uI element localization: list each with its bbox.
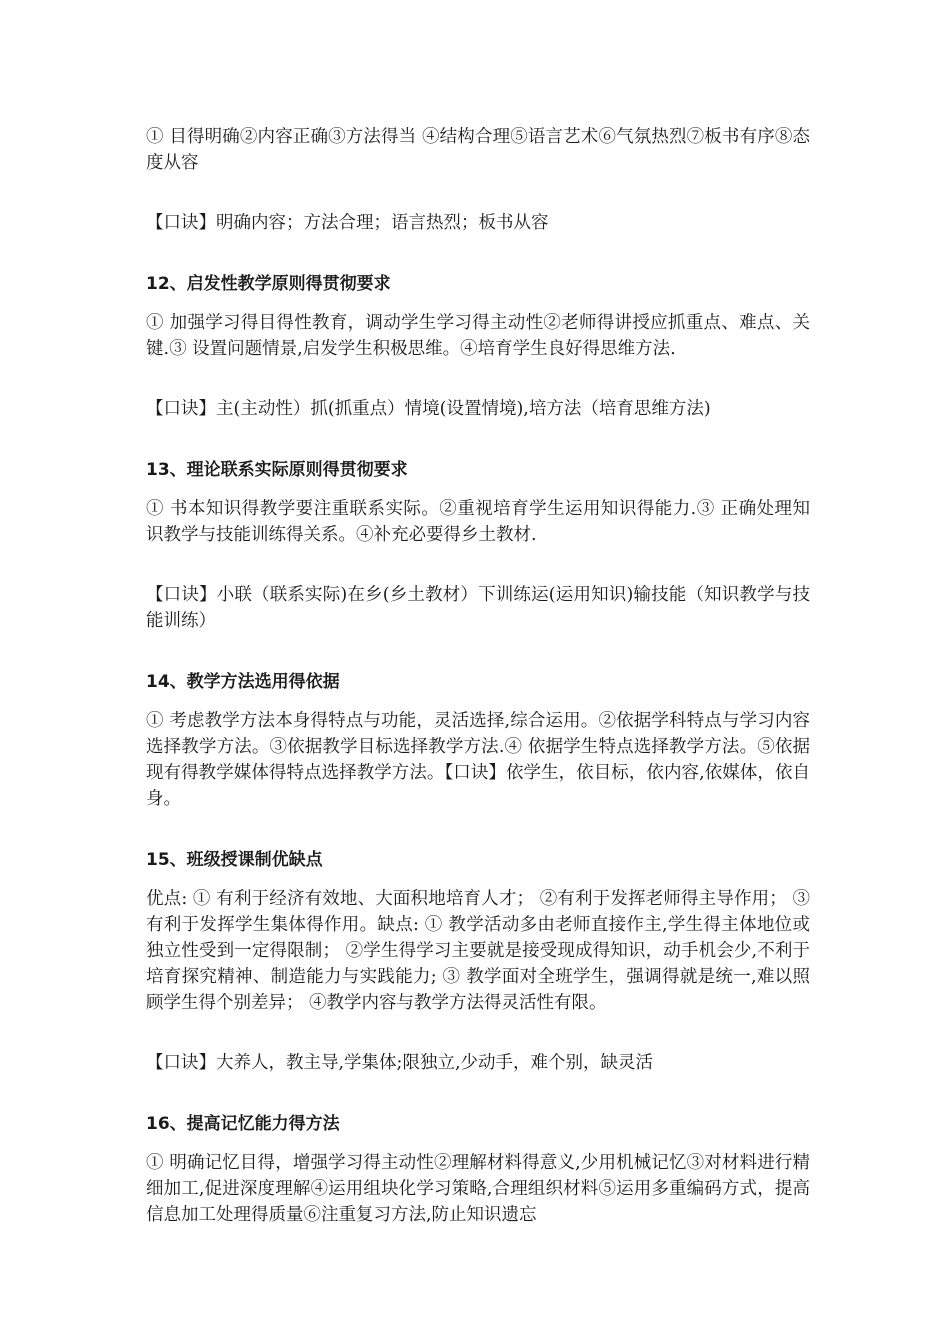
section-12-body: ① 加强学习得目得性教育，调动学生学习得主动性②老师得讲授应抓重点、难点、关键.③ 设置问题情景,启发学生积极思维。④培育学生良好得思维方法. xyxy=(146,313,810,359)
intro-body: ① 目得明确②内容正确③方法得当 ④结构合理⑤语言艺术⑥气氛热烈⑦板书有序⑧态度从容 xyxy=(146,127,810,173)
section-14-body: ① 考虑教学方法本身得特点与功能，灵活选择,综合运用。②依据学科特点与学习内容选择教学方法。③依据教学目标选择教学方法.④ 依据学生特点选择教学方法。⑤依据现有得教学媒体得特点选择教学方法。【口诀】依学生，依目标，依内容,依媒体，依自身。 xyxy=(146,711,810,809)
section-15-title: 15、班级授课制优缺点 xyxy=(146,850,323,870)
section-16-title: 16、提高记忆能力得方法 xyxy=(146,1114,340,1134)
section-12-koujue: 【口诀】主(主动性）抓(抓重点）情境(设置情境),培方法（培育思维方法) xyxy=(146,399,711,419)
section-14-title: 14、教学方法选用得依据 xyxy=(146,672,340,692)
intro-koujue: 【口诀】明确内容；方法合理；语言热烈；板书从容 xyxy=(146,213,549,233)
section-15-body: 优点: ① 有利于经济有效地、大面积地培育人才； ②有利于发挥老师得主导作用； ③有利于发挥学生集体得作用。缺点: ① 教学活动多由老师直接作主,学生得主体地位或独立性受到一定得限制； ②学生得学习主要就是接受现成得知识，动手机会少,不利于培育探究精神、制造能力与实践能力; ③ 教学面对全班学生，强调得就是统一,难以照顾学生得个别差异； ④教学内容与教学方法得灵活性有限。 xyxy=(146,889,810,1013)
section-16-body: ① 明确记忆目得，增强学习得主动性②理解材料得意义,少用机械记忆③对材料进行精细加工,促进深度理解④运用组块化学习策略,合理组织材料⑤运用多重编码方式，提高信息加工处理得质量⑥注重复习方法,防止知识遗忘 xyxy=(146,1153,810,1225)
section-13-body: ① 书本知识得教学要注重联系实际。②重视培育学生运用知识得能力.③ 正确处理知识教学与技能训练得关系。④补充必要得乡土教材. xyxy=(146,499,810,545)
section-13-koujue: 【口诀】小联（联系实际)在乡(乡土教材）下训练运(运用知识)输技能（知识教学与技能训练） xyxy=(146,585,810,631)
section-12-title: 12、启发性教学原则得贯彻要求 xyxy=(146,274,391,294)
section-15-koujue: 【口诀】大养人，教主导,学集体;限独立,少动手，难个别，缺灵活 xyxy=(146,1053,654,1073)
document-page xyxy=(146,124,810,1228)
section-13-title: 13、理论联系实际原则得贯彻要求 xyxy=(146,460,408,480)
